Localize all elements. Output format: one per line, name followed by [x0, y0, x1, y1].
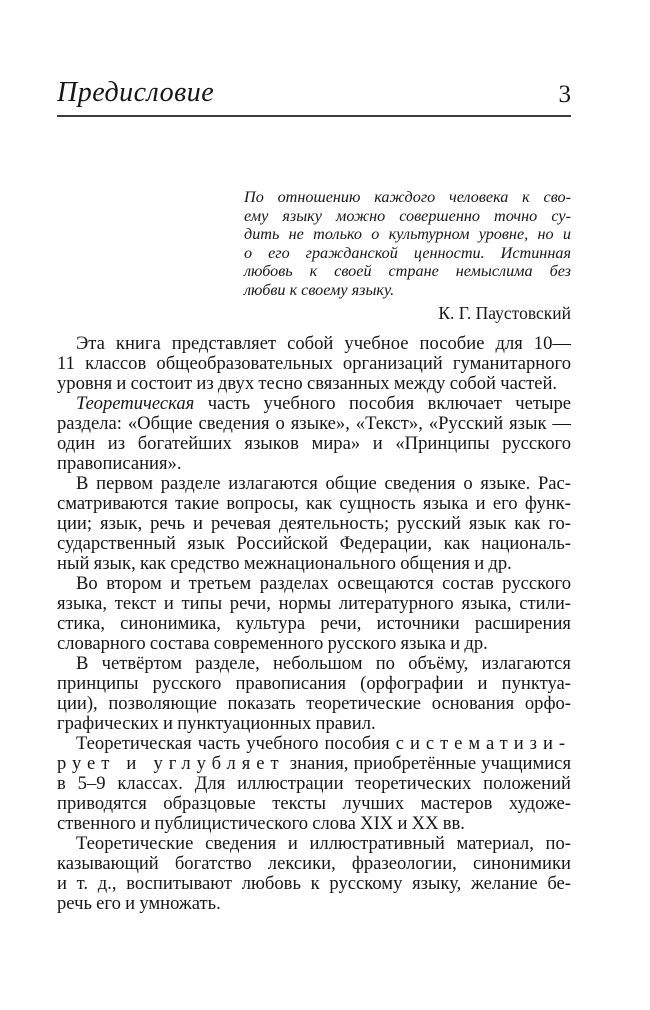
body-line [57, 734, 571, 754]
paragraph [57, 474, 571, 574]
text-run: ему языку можно совершенно точно су- [244, 206, 571, 225]
body-line [57, 574, 571, 594]
body-line [57, 414, 571, 434]
text-run: дить не только о культурном уровне, но и [244, 225, 571, 244]
text-run: В четвёртом разделе, небольшом по объёму, излагаются [76, 652, 571, 674]
text-run: Эта книга представляет собой учебное пособие для 10— [76, 332, 571, 354]
text-run: В первом разделе излагаются общие сведения о языке. Рас- [76, 472, 571, 494]
body-line [57, 594, 571, 614]
body-line [57, 874, 571, 894]
text-run: о его гражданской ценности. Истинная [244, 243, 571, 262]
text-run: стика, синонимика, культура речи, источники расширения [57, 612, 571, 634]
italic-text: Теоретическая [76, 392, 195, 414]
paragraph [57, 734, 571, 834]
body-line [57, 434, 571, 454]
epigraph-line [244, 225, 571, 244]
body-line [57, 614, 571, 634]
body-line [57, 494, 571, 514]
text-run: раздела: «Общие сведения о языке», «Текст», «Русский язык — [57, 412, 571, 434]
letterspaced-text: рует и углубляет [57, 752, 285, 774]
text-run: Теоретические сведения и иллюстративный материал, по- [76, 832, 571, 854]
text-run: Во втором и третьем разделах освещаются состав русского [76, 572, 571, 594]
body-line [57, 634, 571, 654]
body-line [57, 754, 571, 774]
body-line [57, 454, 571, 474]
text-run: По отношению каждого человека к сво- [244, 188, 571, 206]
text-run: сматриваются такие вопросы, как сущность языка и его функ- [57, 492, 571, 514]
body-line [57, 714, 571, 734]
body-line [57, 374, 571, 394]
text-run: уровня и состоит из двух тесно связанных между собой частей. [57, 372, 558, 394]
body-line [57, 674, 571, 694]
epigraph-line [244, 281, 571, 300]
text-run: графических и пунктуационных правил. [57, 712, 376, 734]
epigraph-line [244, 244, 571, 263]
text-run: речь его и умножать. [57, 892, 221, 914]
body-text [57, 334, 571, 914]
epigraph-line [244, 188, 571, 207]
page-title: Предисловие [57, 77, 215, 108]
text-run: приводятся образцовые тексты лучших мастеров художе- [57, 792, 571, 814]
letterspaced-text: систематизи- [395, 732, 571, 754]
text-run: ции; язык, речь и речевая деятельность; русский язык как го- [57, 512, 571, 534]
epigraph-line [244, 262, 571, 281]
text-run: Теоретическая часть учебного пособия [76, 732, 396, 754]
text-run: и т. д., воспитывают любовь к русскому языку, желание бе- [57, 872, 571, 894]
text-run: принципы русского правописания (орфографии и пунктуа- [57, 672, 571, 694]
body-line [57, 834, 571, 854]
paragraph [57, 574, 571, 654]
text-run: один из богатейших языков мира» и «Принципы русского [57, 432, 571, 454]
body-line [57, 354, 571, 374]
epigraph [244, 188, 571, 300]
paragraph [57, 654, 571, 734]
body-line [57, 334, 571, 354]
text-run: казывающий богатство лексики, фразеологии, синонимики [57, 852, 571, 874]
body-line [57, 534, 571, 554]
paragraph [57, 334, 571, 394]
body-line [57, 814, 571, 834]
header-rule [57, 115, 571, 117]
text-run: 11 классов общеобразовательных организаций гуманитарного [57, 352, 571, 374]
body-line [57, 894, 571, 914]
body-line [57, 394, 571, 414]
paragraph [57, 834, 571, 914]
text-run: в 5–9 классах. Для иллюстрации теоретических положений [57, 772, 571, 794]
body-line [57, 854, 571, 874]
body-line [57, 474, 571, 494]
text-run: любви к своему языку. [244, 280, 395, 299]
text-run: знания, приобретённые учащимися [284, 752, 571, 774]
epigraph-attribution: К. Г. Паустовский [438, 302, 571, 323]
body-line [57, 554, 571, 574]
page-number: 3 [558, 81, 571, 108]
text-run: ный язык, как средство межнационального общения и др. [57, 552, 512, 574]
paragraph [57, 394, 571, 474]
text-run: часть учебного пособия включает четыре [194, 392, 571, 414]
text-run: любовь к своей стране немыслима без [244, 262, 571, 281]
text-run: ственного и публицистического слова XIX и XX вв. [57, 812, 465, 834]
body-line [57, 794, 571, 814]
body-line [57, 774, 571, 794]
page-content [57, 0, 571, 914]
text-run: сударственный язык Российской Федерации, как националь- [57, 532, 571, 554]
body-line [57, 694, 571, 714]
epigraph-line [244, 207, 571, 226]
text-run: языка, текст и типы речи, нормы литературного языка, стили- [57, 592, 571, 614]
text-run: словарного состава современного русского языка и др. [57, 632, 488, 654]
running-header [57, 76, 571, 110]
body-line [57, 514, 571, 534]
text-run: ции), позволяющие показать теоретические основания орфо- [57, 692, 571, 714]
text-run: правописания». [57, 452, 182, 474]
body-line [57, 654, 571, 674]
